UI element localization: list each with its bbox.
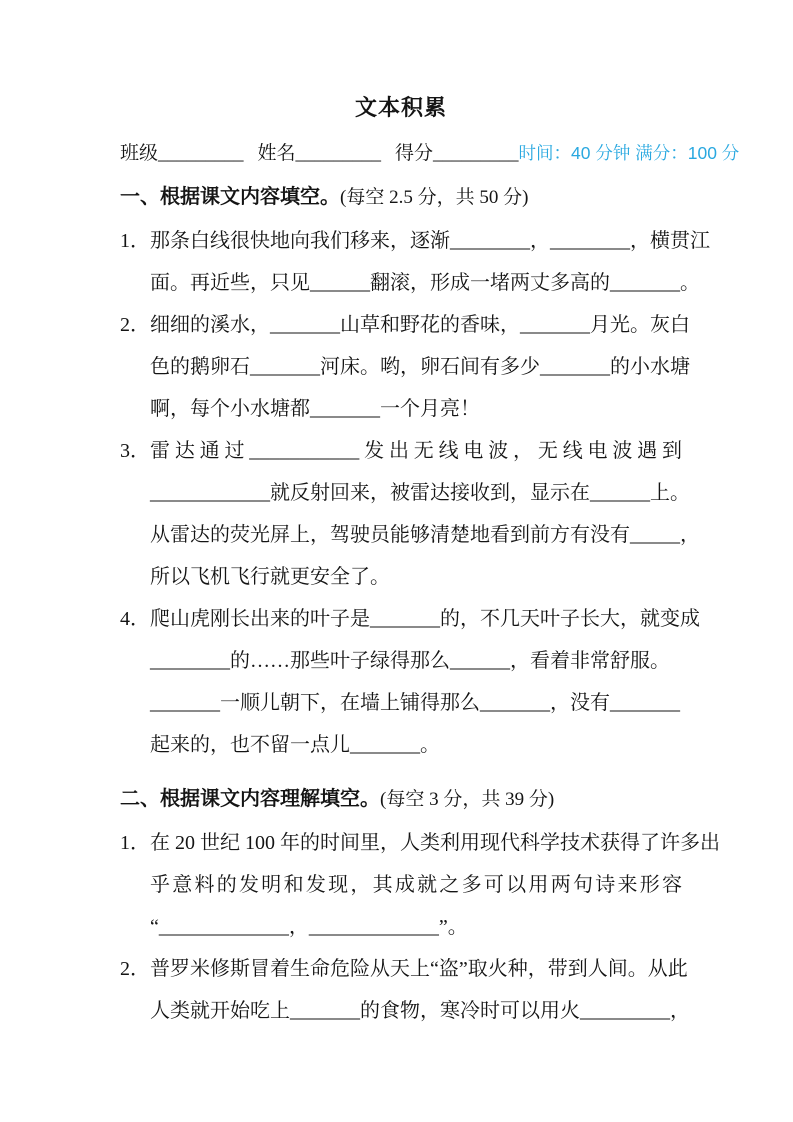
question-text: 那条白线很快地向我们移来，逐渐________，________，横贯江 bbox=[150, 230, 710, 252]
question-line bbox=[120, 598, 700, 640]
score-field: 得分_________ bbox=[395, 143, 519, 164]
question-line bbox=[120, 220, 710, 262]
question-line: 从雷达的荧光屏上，驾驶员能够清楚地看到前方有没有_____， bbox=[150, 524, 700, 546]
worksheet-page bbox=[120, 0, 740, 1032]
question-line bbox=[120, 430, 682, 472]
question-line: ________的……那些叶子绿得那么______，看着非常舒服。 bbox=[150, 650, 670, 672]
question-1-1 bbox=[120, 220, 710, 304]
question-1-2 bbox=[120, 304, 690, 430]
question-text: 普罗米修斯冒着生命危险从天上“盗”取火种，带到人间。从此 bbox=[150, 958, 688, 980]
question-text: 雷达通过___________发出无线电波，无线电波遇到 bbox=[150, 440, 682, 462]
student-info-row bbox=[120, 138, 740, 164]
question-line bbox=[120, 304, 690, 346]
section-1-points-note: (每空 2.5 分，共 50 分) bbox=[340, 187, 529, 208]
question-2-1 bbox=[120, 822, 720, 948]
question-line: 啊，每个小水塘都_______一个月亮！ bbox=[150, 398, 480, 420]
section-2-title: 二、根据课文内容理解填空。 bbox=[120, 788, 380, 810]
question-number: 4． bbox=[120, 608, 150, 630]
question-number: 1． bbox=[120, 230, 150, 252]
name-field: 姓名_________ bbox=[257, 143, 382, 164]
page-title: 文本积累 bbox=[354, 95, 447, 120]
question-line bbox=[120, 948, 688, 990]
question-line: 人类就开始吃上_______的食物，寒冷时可以用火_________， bbox=[150, 1000, 690, 1022]
question-number: 2． bbox=[120, 314, 150, 336]
question-line: ____________就反射回来，被雷达接收到，显示在______上。 bbox=[150, 482, 690, 504]
question-text: 在 20 世纪 100 年的时间里，人类利用现代科学技术获得了许多出 bbox=[150, 832, 720, 854]
question-line: _______一顺儿朝下，在墙上铺得那么_______，没有_______ bbox=[150, 692, 680, 714]
question-line: “_____________，_____________”。 bbox=[150, 916, 468, 938]
question-text: 细细的溪水，_______山草和野花的香味，_______月光。灰白 bbox=[150, 314, 690, 336]
section-2-heading bbox=[120, 778, 682, 822]
student-info-fields bbox=[120, 138, 519, 165]
question-line: 色的鹅卵石_______河床。哟，卵石间有多少_______的小水塘 bbox=[150, 356, 690, 378]
section-1-heading bbox=[120, 176, 682, 220]
question-2-2 bbox=[120, 948, 690, 1032]
question-text: 爬山虎刚长出来的叶子是_______的，不几天叶子长大，就变成 bbox=[150, 608, 700, 630]
question-line: 起来的，也不留一点儿_______。 bbox=[150, 734, 440, 756]
question-line bbox=[120, 822, 720, 864]
exam-time-info: 时间：40 分钟 满分：100 分 bbox=[518, 143, 740, 163]
class-field: 班级_________ bbox=[120, 143, 244, 164]
question-line: 面。再近些，只见______翻滚，形成一堵两丈多高的_______。 bbox=[150, 272, 700, 294]
question-1-4 bbox=[120, 598, 700, 766]
question-number: 3． bbox=[120, 440, 150, 462]
section-2-points-note: (每空 3 分，共 39 分) bbox=[380, 789, 555, 810]
section-1-title: 一、根据课文内容填空。 bbox=[120, 186, 340, 208]
question-line: 所以飞机飞行就更安全了。 bbox=[150, 566, 390, 588]
question-number: 2． bbox=[120, 958, 150, 980]
question-number: 1． bbox=[120, 832, 150, 854]
question-1-3 bbox=[120, 430, 700, 598]
question-line: 乎意料的发明和发现，其成就之多可以用两句诗来形容 bbox=[150, 874, 682, 896]
